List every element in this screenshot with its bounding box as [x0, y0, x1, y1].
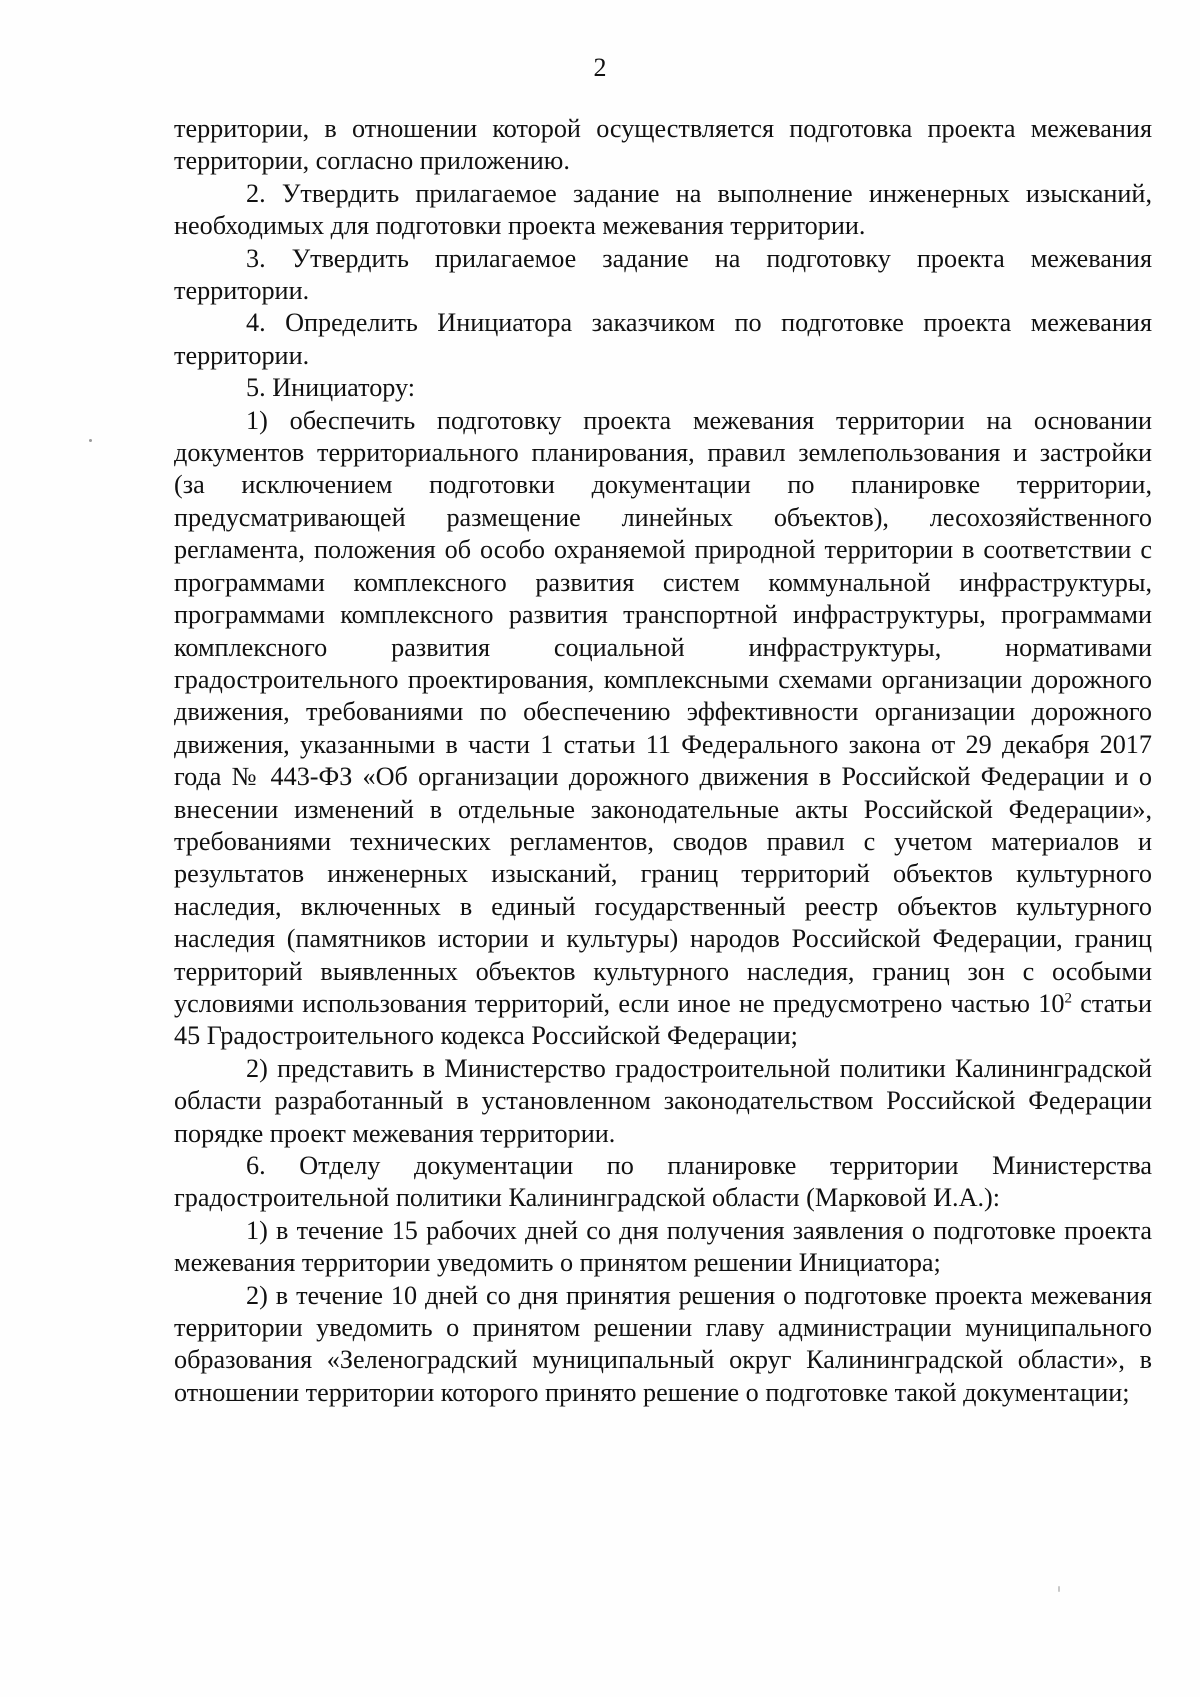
paragraph-item-6-2: 2) в течение 10 дней со дня принятия решения о подготовке проекта межевания территории уведомить о принятом решении главу администрации муниципального образования «Зеленоградский муниципальный округ Калининградской области», в отношении территории которого принято решение о подготовке такой документации; — [174, 1280, 1152, 1407]
paragraph-item-6-1: 1) в течение 15 рабочих дней со дня получения заявления о подготовке проекта межевания территории уведомить о принятом решении Инициатора; — [174, 1215, 1152, 1278]
scan-speck — [1058, 1586, 1060, 1592]
page-number: 2 — [593, 53, 607, 82]
paragraph-item-4: 4. Определить Инициатора заказчиком по подготовке проекта межевания территории. — [174, 308, 1152, 370]
paragraph-item-5-2: 2) представить в Министерство градостроительной политики Калининградской области разработанный в установленном законодательством Российской Федерации порядке проект межевания территории. — [174, 1053, 1152, 1148]
paragraph-item-5: 5. Инициатору: — [246, 373, 416, 403]
paragraph-item-5-1-text: 1) обеспечить подготовку проекта межевания территории на основании документов территориального планирования, правил землепользования и застройки (за исключением подготовки документации по планировке территории, предусматривающей размещение линейных объектов), лесохозяйственного регламента, положения об особо охраняемой природной территории в соответствии с программами комплексного развития систем коммунальной инфраструктуры, программами комплексного развития транспортной инфраструктуры, программами комплексного развития социальной инфраструктуры, нормативами градостроительного проектирования, комплексными схемами организации дорожного движения, требованиями по обеспечению эффективности организации дорожного движения, указанными в части 1 статьи 11 Федерального закона от 29 декабря 2017 года № 443-ФЗ «Об организации дорожного движения в Российской Федерации и о внесении изменений в отдельные законодательные акты Российской Федерации», требованиями технических регламентов, сводов правил с учетом материалов и результатов инженерных изысканий, границ территорий объектов культурного наследия, включенных в единый государственный реестр объектов культурного наследия (памятников истории и культуры) народов Российской Федерации, границ территорий выявленных объектов культурного наследия, границ зон с особыми условиями использования территорий, если иное не предусмотрено частью 10 — [174, 405, 1152, 1018]
paragraph-item-3: 3. Утвердить прилагаемое задание на подготовку проекта межевания территории. — [174, 243, 1152, 306]
paragraph-item-5-1 — [174, 405, 1152, 1053]
paragraph-item-6: 6. Отделу документации по планировке территории Министерства градостроительной политики Калининградской области (Марковой И.А.): — [174, 1151, 1152, 1213]
document-body — [174, 113, 1152, 1409]
paragraph-continuation: территории, в отношении которой осуществляется подготовка проекта межевания территории, согласно приложению. — [174, 114, 1152, 176]
paragraph-item-5-1-tail: статьи 45 Градостроительного кодекса Российской Федерации; — [174, 988, 1153, 1051]
paragraph-item-2: 2. Утвердить прилагаемое задание на выполнение инженерных изысканий, необходимых для подготовки проекта межевания территории. — [174, 178, 1152, 241]
scan-speck — [89, 439, 92, 442]
superscript: 2 — [1064, 990, 1072, 1007]
